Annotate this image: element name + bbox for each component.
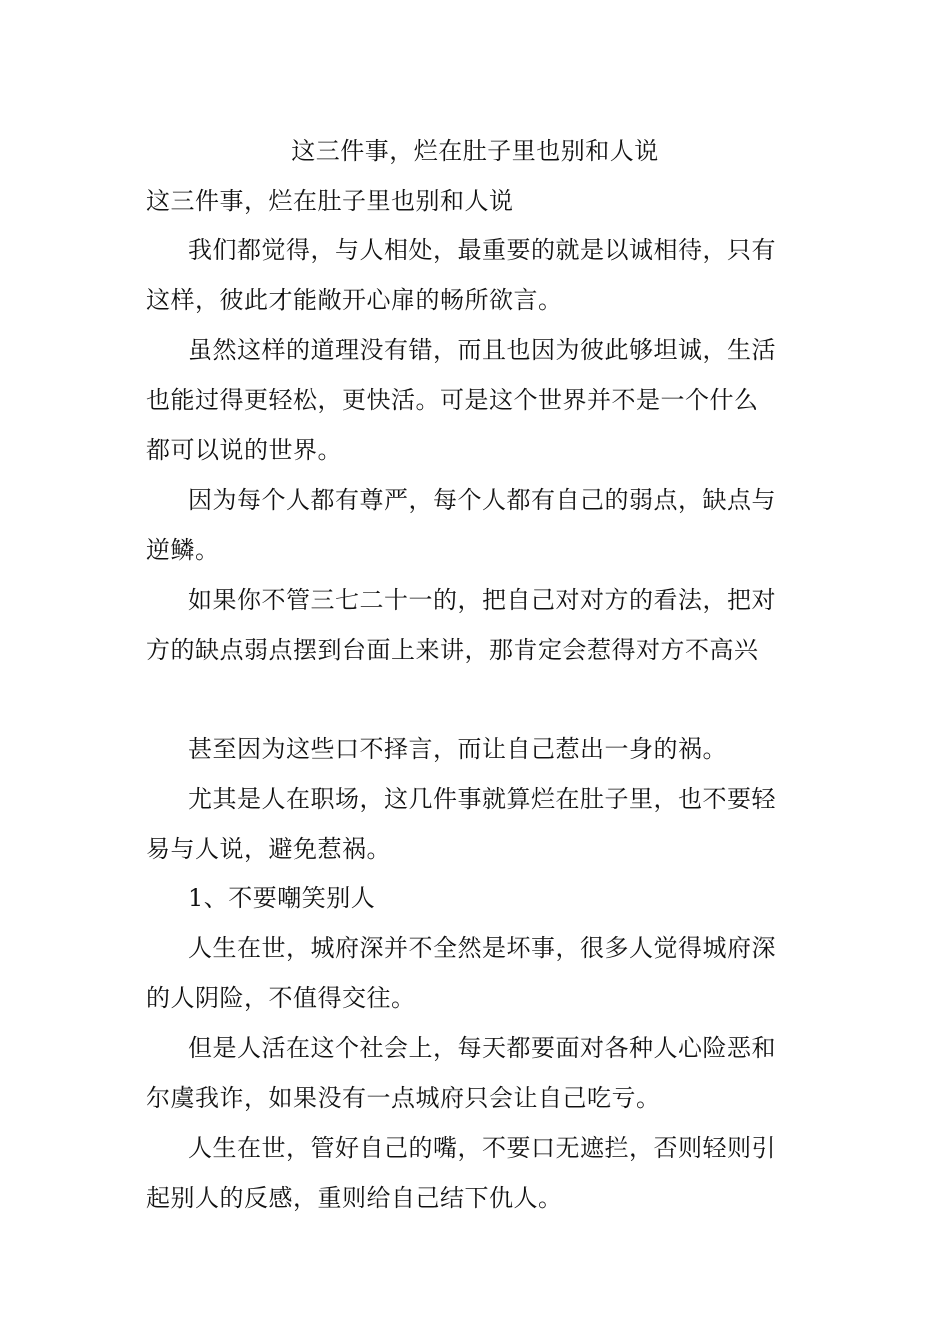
text-line: 逆鳞。: [146, 536, 220, 564]
text-line: 如果你不管三七二十一的，把自己对对方的看法，把对: [188, 586, 776, 614]
text-line: 易与人说，避免惹祸。: [146, 835, 391, 863]
text-line: 人生在世，管好自己的嘴，不要口无遮拦，否则轻则引: [188, 1134, 776, 1162]
text-line: 都可以说的世界。: [146, 436, 342, 464]
text-line: 人生在世，城府深并不全然是坏事，很多人觉得城府深: [188, 934, 776, 962]
text-line: 但是人活在这个社会上，每天都要面对各种人心险恶和: [188, 1034, 776, 1062]
text-line: 尔虞我诈，如果没有一点城府只会让自己吃亏。: [146, 1084, 661, 1112]
section-heading: 1、不要嘲笑别人: [188, 884, 376, 912]
text-line: 这三件事，烂在肚子里也别和人说: [146, 187, 514, 215]
text-line: 因为每个人都有尊严，每个人都有自己的弱点，缺点与: [188, 486, 776, 514]
text-line: 这样，彼此才能敞开心扉的畅所欲言。: [146, 286, 563, 314]
text-line: 我们都觉得，与人相处，最重要的就是以诚相待，只有: [188, 236, 776, 264]
document-title: 这三件事，烂在肚子里也别和人说: [291, 137, 659, 165]
text-line: 甚至因为这些口不择言，而让自己惹出一身的祸。: [188, 735, 727, 763]
text-line: 方的缺点弱点摆到台面上来讲，那肯定会惹得对方不高兴: [146, 636, 759, 664]
text-line: 起别人的反感，重则给自己结下仇人。: [146, 1184, 563, 1212]
text-line: 的人阴险，不值得交往。: [146, 984, 416, 1012]
text-line: 也能过得更轻松，更快活。可是这个世界并不是一个什么: [146, 386, 759, 414]
text-line: 尤其是人在职场，这几件事就算烂在肚子里，也不要轻: [188, 785, 776, 813]
text-line: 虽然这样的道理没有错，而且也因为彼此够坦诚，生活: [188, 336, 776, 364]
